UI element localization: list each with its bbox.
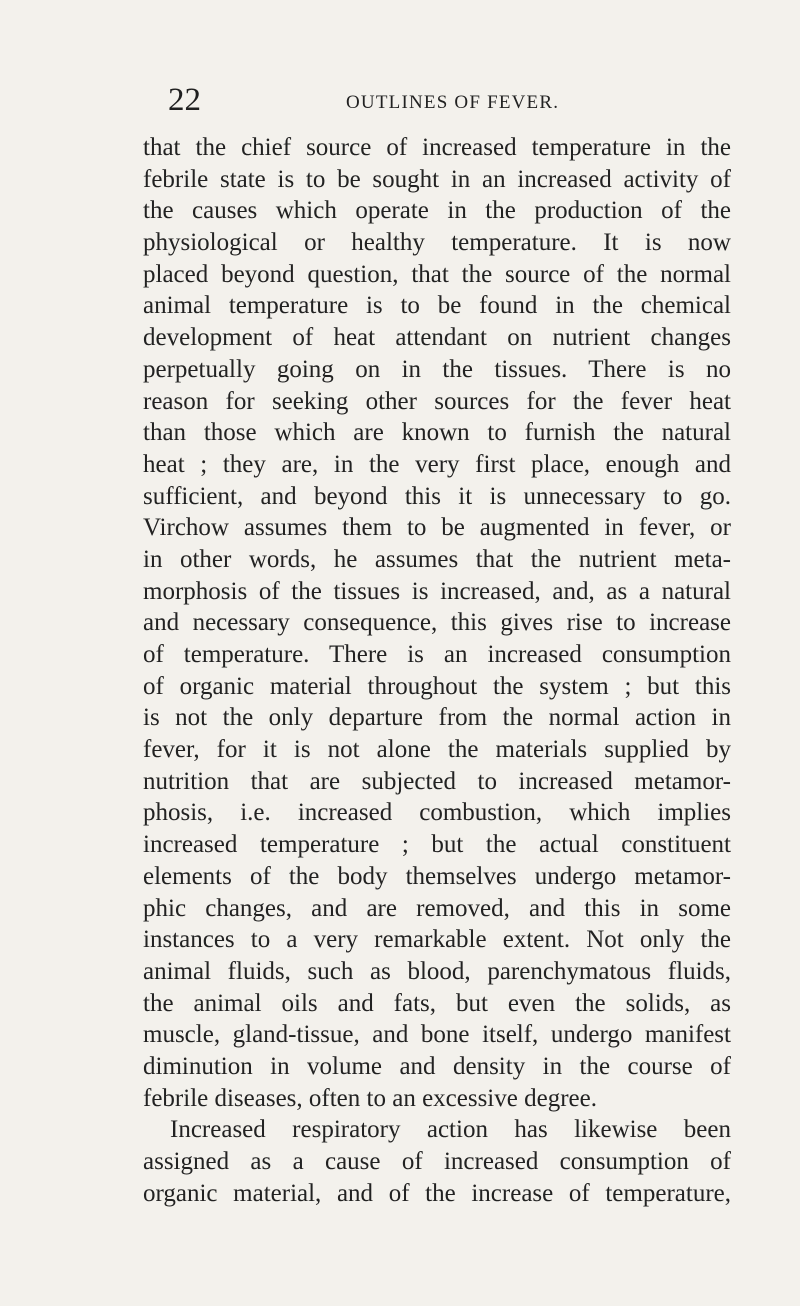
text-line: development of heat attendant on nutrient changes bbox=[143, 324, 731, 352]
page-number: 22 bbox=[168, 82, 201, 118]
text-line: morphosis of the tissues is increased, and, as a natural bbox=[143, 577, 731, 605]
text-line: elements of the body themselves undergo metamor- bbox=[143, 862, 731, 890]
running-title: OUTLINES OF FEVER. bbox=[346, 92, 560, 113]
text-line: organic material, and of the increase of temperature, bbox=[143, 1179, 731, 1207]
text-line: perpetually going on in the tissues. There is no bbox=[143, 355, 731, 383]
text-line: of organic material throughout the system ; but this bbox=[143, 672, 731, 700]
text-line: assigned as a cause of increased consumption of bbox=[143, 1148, 731, 1175]
text-line: placed beyond question, that the source of the normal bbox=[143, 260, 731, 288]
text-line: Virchow assumes them to be augmented in fever, or bbox=[143, 514, 731, 542]
text-line: Increased respiratory action has likewise been bbox=[170, 1116, 731, 1144]
running-head bbox=[168, 82, 728, 122]
text-line: nutrition that are subjected to increased metamor- bbox=[143, 767, 731, 795]
text-line: heat ; they are, in the very first place, enough and bbox=[143, 450, 731, 478]
text-line: that the chief source of increased temperature in the bbox=[143, 134, 731, 161]
text-line: the causes which operate in the production of the bbox=[143, 197, 731, 225]
text-line: phosis, i.e. increased combustion, which implies bbox=[143, 799, 731, 827]
text-line: physiological or healthy temperature. It is now bbox=[143, 229, 731, 257]
text-line: fever, for it is not alone the materials supplied by bbox=[143, 736, 731, 764]
text-line: animal fluids, such as blood, parenchymatous fluids, bbox=[143, 957, 731, 985]
text-line: and necessary consequence, this gives rise to increase bbox=[143, 609, 731, 637]
text-line: febrile diseases, often to an excessive degree. bbox=[143, 1084, 597, 1112]
text-line: sufficient, and beyond this it is unnecessary to go. bbox=[143, 482, 731, 510]
text-line: in other words, he assumes that the nutrient meta- bbox=[143, 545, 731, 573]
text-line: instances to a very remarkable extent. Not only the bbox=[143, 926, 731, 954]
text-line: febrile state is to be sought in an increased activity of bbox=[143, 165, 731, 193]
text-line: diminution in volume and density in the course of bbox=[143, 1052, 731, 1080]
text-line: phic changes, and are removed, and this in some bbox=[143, 894, 731, 922]
text-line: of temperature. There is an increased consumption bbox=[143, 641, 731, 668]
text-line: increased temperature ; but the actual constituent bbox=[143, 831, 731, 859]
text-line: muscle, gland-tissue, and bone itself, undergo manifest bbox=[143, 1021, 731, 1049]
text-line: the animal oils and fats, but even the solids, as bbox=[143, 989, 731, 1017]
body-text bbox=[143, 132, 731, 1209]
text-line: than those which are known to furnish the natural bbox=[143, 419, 731, 447]
text-line: is not the only departure from the normal action in bbox=[143, 704, 731, 732]
text-line: reason for seeking other sources for the fever heat bbox=[143, 387, 731, 415]
text-line: animal temperature is to be found in the chemical bbox=[143, 292, 731, 320]
